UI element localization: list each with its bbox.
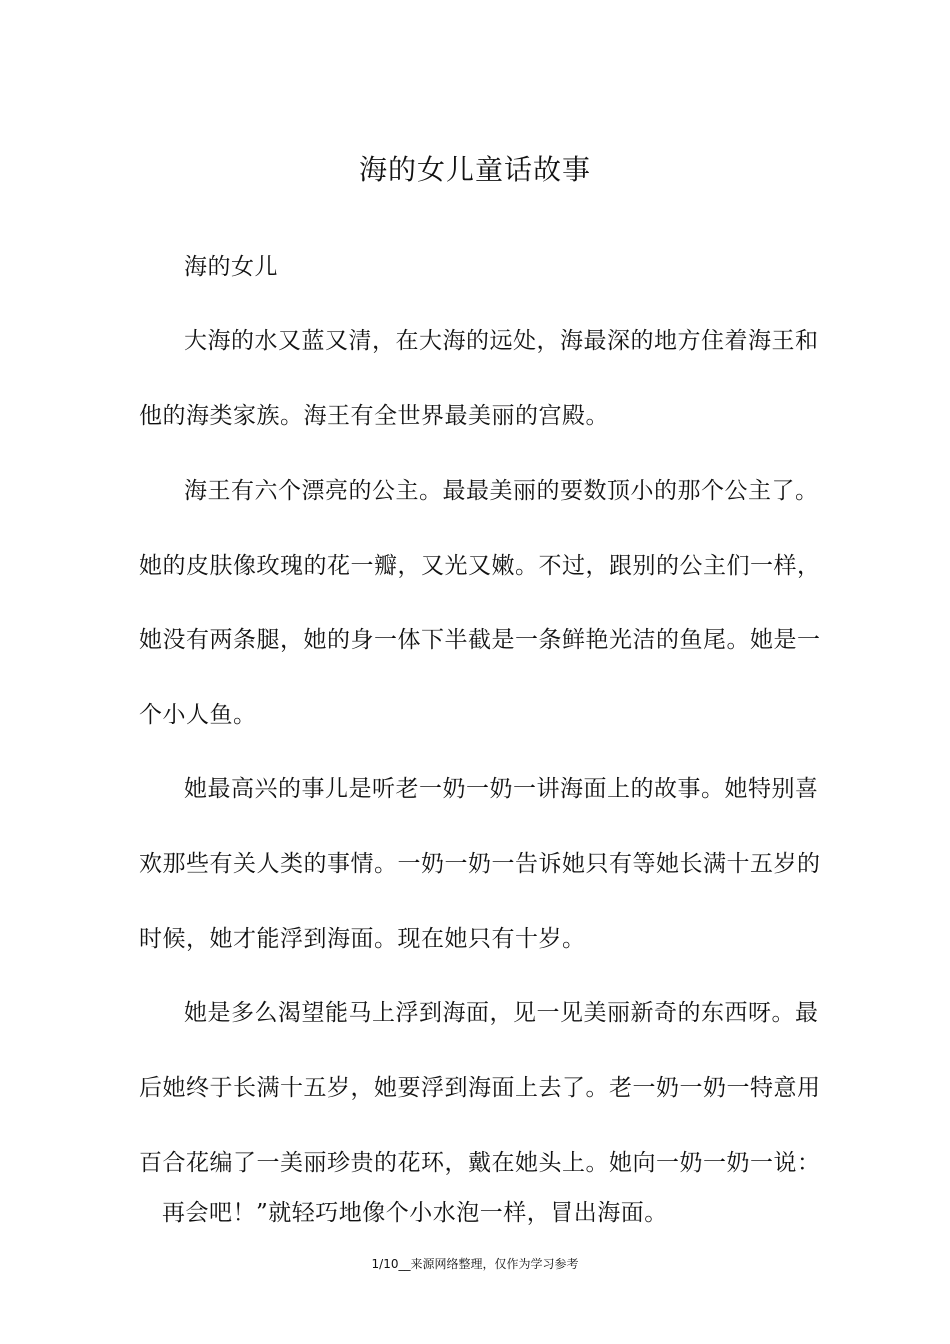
text-line: 她是多么渴望能马上浮到海面，见一见美丽新奇的东西呀。最: [184, 1000, 819, 1026]
text-line: 大海的水又蓝又清，在大海的远处，海最深的地方住着海王和: [184, 328, 819, 354]
document-title: 海的女儿童话故事: [358, 153, 591, 186]
text-line: 欢那些有关人类的事情。一奶一奶一告诉她只有等她长满十五岁的: [139, 851, 821, 877]
section-heading: 海的女儿: [184, 254, 278, 280]
text-line: 百合花编了一美丽珍贵的花环，戴在她头上。她向一奶一奶一说：: [139, 1150, 821, 1176]
text-line: 他的海类家族。海王有全世界最美丽的宫殿。: [139, 403, 609, 429]
text-line: 她没有两条腿，她的身一体下半截是一条鲜艳光洁的鱼尾。她是一: [139, 627, 821, 653]
page-footer: 1/10__来源网络整理，仅作为学习参考: [371, 1257, 579, 1271]
text-line: 海王有六个漂亮的公主。最最美丽的要数顶小的那个公主了。: [184, 478, 819, 504]
text-line: 她的皮肤像玫瑰的花一瓣，又光又嫩。不过，跟别的公主们一样，: [139, 553, 821, 579]
text-line: 时候，她才能浮到海面。现在她只有十岁。: [139, 926, 586, 952]
text-line: 她最高兴的事儿是听老一奶一奶一讲海面上的故事。她特别喜: [184, 776, 819, 802]
text-line: 再会吧！”就轻巧地像个小水泡一样，冒出海面。: [162, 1200, 668, 1226]
text-line: 个小人鱼。: [139, 702, 257, 728]
text-line: 后她终于长满十五岁，她要浮到海面上去了。老一奶一奶一特意用: [139, 1075, 821, 1101]
